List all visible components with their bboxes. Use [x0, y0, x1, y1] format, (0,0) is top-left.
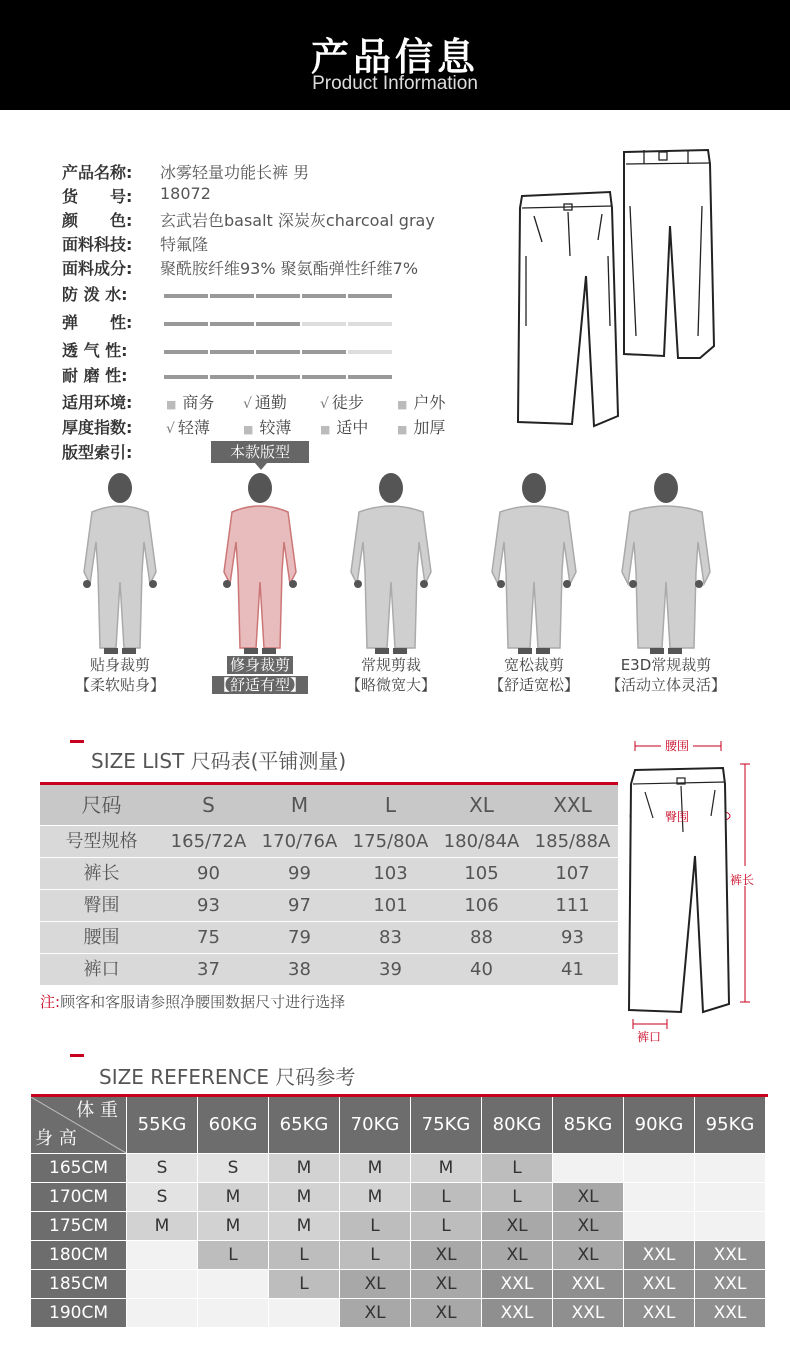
height-header: 180CM: [31, 1241, 126, 1269]
weight-header: 55KG: [127, 1097, 197, 1153]
fit-name: 常规剪裁: [360, 656, 421, 674]
table-cell: 88: [470, 927, 493, 948]
fit-desc: 【略微宽大】: [345, 676, 436, 694]
rating-segment: [302, 322, 346, 326]
option-轻薄: [166, 415, 210, 438]
section-marker: [70, 1054, 84, 1057]
product-color: 玄武岩色basalt 深炭灰charcoal gray: [160, 211, 435, 230]
height-header: 170CM: [31, 1183, 126, 1211]
table-row: [40, 922, 618, 953]
table-cell: L: [411, 1212, 481, 1240]
table-cell: XXL: [482, 1270, 552, 1298]
table-cell: XL: [553, 1241, 623, 1269]
weight-header: 75KG: [411, 1097, 481, 1153]
fit-name: 宽松裁剪: [503, 656, 564, 674]
table-cell: 裤长: [83, 863, 120, 884]
option-户外: [397, 390, 445, 413]
table-cell: [127, 1241, 197, 1269]
table-row: [40, 858, 618, 889]
this-style-tag: 本款版型: [211, 441, 309, 463]
table-header-row: [40, 785, 618, 825]
table-cell: XL: [469, 793, 494, 817]
diagram-length-label: 裤长: [730, 873, 755, 887]
table-cell: XL: [411, 1270, 481, 1298]
option-徒步: [320, 390, 364, 413]
table-cell: XL: [482, 1241, 552, 1269]
table-row: [31, 1241, 768, 1270]
table-cell: XXL: [553, 793, 592, 817]
table-row: [31, 1212, 768, 1241]
option-label: 徒步: [331, 393, 364, 412]
option-label: 适中: [336, 418, 369, 437]
check-icon: √: [243, 396, 252, 412]
table-cell: 号型规格: [65, 831, 138, 852]
rating-segment: [256, 322, 300, 326]
fit-figure: [331, 472, 451, 657]
table-cell: 170/76A: [261, 831, 338, 852]
option-label: 商务: [182, 393, 215, 412]
rating-segment: [210, 294, 254, 298]
table-cell: 105: [464, 863, 499, 884]
weight-header: 90KG: [624, 1097, 694, 1153]
table-cell: L: [340, 1241, 410, 1269]
fit-desc: 【柔软贴身】: [74, 676, 165, 694]
table-cell: M: [198, 1183, 268, 1211]
table-cell: XXL: [553, 1299, 623, 1327]
rating-segment: [256, 375, 300, 379]
square-icon: ■: [320, 423, 331, 436]
option-label: 较薄: [259, 418, 292, 437]
table-cell: XXL: [553, 1270, 623, 1298]
rating-segment: [348, 294, 392, 298]
rating-segment: [164, 322, 208, 326]
rating-segment: [164, 375, 208, 379]
table-cell: 180/84A: [443, 831, 520, 852]
corner-height-label: 身 高: [35, 1128, 77, 1149]
table-cell: XL: [411, 1299, 481, 1327]
weight-header: 95KG: [695, 1097, 765, 1153]
table-row: [31, 1299, 768, 1328]
size-table: [40, 782, 618, 985]
table-row: [40, 954, 618, 985]
table-cell: 175/80A: [352, 831, 429, 852]
table-cell: 尺码: [81, 793, 122, 817]
fit-desc: 【舒适宽松】: [488, 676, 579, 694]
diagram-hem-label: 裤口: [637, 1030, 662, 1044]
table-cell: XXL: [624, 1241, 694, 1269]
product-sku: 18072: [160, 184, 211, 203]
table-cell: XL: [553, 1212, 623, 1240]
table-cell: 101: [373, 895, 408, 916]
table-row: [40, 890, 618, 921]
fit-label: [45, 655, 195, 695]
rating-segment: [302, 375, 346, 379]
corner-weight-label: 体 重: [76, 1100, 118, 1121]
table-cell: M: [411, 1154, 481, 1182]
table-cell: S: [127, 1183, 197, 1211]
pants-illustration: [512, 146, 722, 430]
table-cell: 99: [288, 863, 311, 884]
table-cell: [624, 1183, 694, 1211]
table-cell: [269, 1299, 339, 1327]
table-cell: L: [269, 1270, 339, 1298]
table-cell: 腰围: [83, 927, 120, 948]
rating-segment: [210, 350, 254, 354]
rating-segment: [348, 375, 392, 379]
rating-segment: [210, 322, 254, 326]
page-header: [0, 0, 790, 110]
table-cell: 107: [555, 863, 590, 884]
weight-header: 65KG: [269, 1097, 339, 1153]
fit-label: [185, 655, 335, 695]
product-fabric: 聚酰胺纤维93% 聚氨酯弹性纤维7%: [160, 259, 419, 278]
square-icon: ■: [166, 398, 177, 411]
table-cell: 79: [288, 927, 311, 948]
height-header: 165CM: [31, 1154, 126, 1182]
check-icon: √: [166, 421, 175, 437]
page-title: 产品信息: [310, 35, 479, 79]
table-cell: 106: [464, 895, 499, 916]
table-row: [31, 1154, 768, 1183]
table-cell: 97: [288, 895, 311, 916]
table-cell: XXL: [695, 1241, 765, 1269]
table-cell: 37: [197, 959, 220, 980]
rating-segment: [256, 350, 300, 354]
weight-header: 80KG: [482, 1097, 552, 1153]
height-header: 175CM: [31, 1212, 126, 1240]
table-cell: 111: [555, 895, 590, 916]
table-cell: 90: [197, 863, 220, 884]
table-cell: M: [340, 1154, 410, 1182]
weight-header: 70KG: [340, 1097, 410, 1153]
size-reference-title: SIZE REFERENCE 尺码参考: [99, 1065, 356, 1089]
size-list-title: SIZE LIST 尺码表(平铺测量): [91, 749, 347, 773]
table-cell: XL: [340, 1270, 410, 1298]
square-icon: ■: [397, 398, 408, 411]
table-cell: L: [384, 793, 397, 817]
table-cell: [198, 1270, 268, 1298]
size-note: 注:顾客和客服请参照净腰围数据尺寸进行选择: [40, 993, 346, 1011]
height-header: 190CM: [31, 1299, 126, 1327]
table-cell: 185/88A: [534, 831, 611, 852]
option-label: 加厚: [413, 418, 446, 437]
height-header: 185CM: [31, 1270, 126, 1298]
option-加厚: [397, 415, 445, 438]
table-cell: L: [411, 1183, 481, 1211]
table-cell: M: [290, 793, 309, 817]
table-row: [40, 826, 618, 857]
table-cell: S: [198, 1154, 268, 1182]
fit-desc: 【活动立体灵活】: [605, 676, 726, 694]
table-cell: 40: [470, 959, 493, 980]
table-cell: XXL: [695, 1270, 765, 1298]
table-cell: 臀围: [83, 895, 120, 916]
table-cell: [127, 1270, 197, 1298]
table-cell: M: [269, 1183, 339, 1211]
table-cell: [198, 1299, 268, 1327]
fit-name: 修身裁剪: [227, 656, 293, 674]
rating-segment: [210, 375, 254, 379]
size-reference-table: [31, 1094, 768, 1328]
fit-label: [316, 655, 466, 695]
table-cell: L: [340, 1212, 410, 1240]
fit-label: [459, 655, 609, 695]
square-icon: ■: [243, 423, 254, 436]
table-cell: XXL: [482, 1299, 552, 1327]
fit-name: E3D常规裁剪: [620, 656, 712, 674]
table-cell: M: [198, 1212, 268, 1240]
table-cell: 165/72A: [170, 831, 247, 852]
rating-segment: [302, 294, 346, 298]
rating-segment: [348, 350, 392, 354]
table-cell: 裤口: [83, 959, 120, 980]
table-cell: M: [269, 1154, 339, 1182]
table-cell: 75: [197, 927, 220, 948]
option-label: 户外: [413, 393, 446, 412]
fit-figure: [60, 472, 180, 657]
fit-desc: 【舒适有型】: [212, 676, 308, 694]
table-cell: L: [482, 1154, 552, 1182]
diagram-waist-label: 腰围: [665, 739, 690, 753]
table-cell: XXL: [695, 1299, 765, 1327]
fit-figure: [474, 472, 594, 657]
option-适中: [320, 415, 368, 438]
table-cell: 93: [561, 927, 584, 948]
table-cell: XXL: [624, 1299, 694, 1327]
rating-segment: [256, 294, 300, 298]
table-cell: [695, 1183, 765, 1211]
product-tech: 特氟隆: [160, 235, 209, 254]
table-header-row: [31, 1097, 768, 1154]
table-cell: M: [127, 1212, 197, 1240]
table-cell: M: [269, 1212, 339, 1240]
option-通勤: [243, 390, 287, 413]
check-icon: √: [320, 396, 329, 412]
table-cell: XL: [553, 1183, 623, 1211]
diagram-hip-label: 臀围: [665, 810, 690, 824]
table-cell: M: [340, 1183, 410, 1211]
table-row: [31, 1183, 768, 1212]
product-name: 冰雾轻量功能长裤 男: [160, 163, 310, 182]
table-cell: [127, 1299, 197, 1327]
section-marker: [70, 740, 84, 743]
table-cell: 38: [288, 959, 311, 980]
table-cell: XXL: [624, 1270, 694, 1298]
fit-name: 贴身裁剪: [89, 656, 150, 674]
table-cell: [624, 1212, 694, 1240]
table-cell: S: [127, 1154, 197, 1182]
option-label: 轻薄: [177, 418, 210, 437]
option-label: 通勤: [254, 393, 287, 412]
rating-segment: [164, 350, 208, 354]
weight-header: 60KG: [198, 1097, 268, 1153]
table-cell: L: [482, 1183, 552, 1211]
table-cell: L: [269, 1241, 339, 1269]
table-cell: 103: [373, 863, 408, 884]
square-icon: ■: [397, 423, 408, 436]
table-cell: [695, 1212, 765, 1240]
table-cell: S: [202, 793, 215, 817]
rating-segment: [348, 322, 392, 326]
fit-figure: [200, 472, 320, 657]
table-cell: 83: [379, 927, 402, 948]
option-商务: [166, 390, 214, 413]
table-cell: [553, 1154, 623, 1182]
table-cell: L: [198, 1241, 268, 1269]
fit-label: [591, 655, 741, 695]
rating-segment: [164, 294, 208, 298]
fit-figure: [606, 472, 726, 657]
table-row: [31, 1270, 768, 1299]
rating-segment: [302, 350, 346, 354]
table-cell: XL: [411, 1241, 481, 1269]
table-cell: [624, 1154, 694, 1182]
table-cell: 39: [379, 959, 402, 980]
measurement-diagram: [625, 736, 765, 1048]
corner-cell: [31, 1097, 126, 1153]
table-cell: XL: [340, 1299, 410, 1327]
page-subtitle: Product Information: [312, 73, 478, 94]
table-cell: 41: [561, 959, 584, 980]
table-cell: [695, 1154, 765, 1182]
weight-header: 85KG: [553, 1097, 623, 1153]
table-cell: XL: [482, 1212, 552, 1240]
table-cell: 93: [197, 895, 220, 916]
option-较薄: [243, 415, 291, 438]
